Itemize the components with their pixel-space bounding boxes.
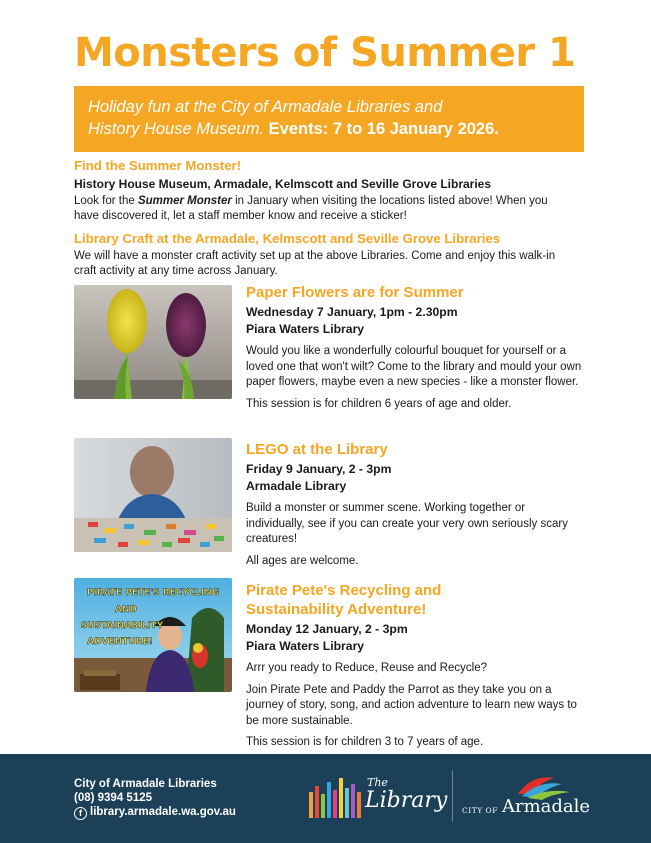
event-age-note: This session is for children 3 to 7 years of age. <box>246 736 484 748</box>
poster-title-line1: PIRATE PETE'S RECYCLING <box>86 588 220 598</box>
city-of-armadale-logo <box>462 770 591 824</box>
find-monster-description: Look for the Summer Monster in January when visiting the locations listed above! When you have discovered it, let a staff member know and receive a sticker! <box>74 195 548 222</box>
facebook-icon: f <box>74 807 87 820</box>
event-pirate-pete <box>246 581 586 751</box>
poster-title-line4: ADVENTURE! <box>87 637 153 647</box>
event-lego <box>246 440 586 569</box>
library-craft-description: We will have a monster craft activity set up at the above Libraries. Come and enjoy this walk-in craft activity at any time across January. <box>74 250 556 277</box>
intro-banner <box>74 86 584 152</box>
footer-phone[interactable]: (08) 9394 5125 <box>74 792 153 804</box>
event-paper-flowers <box>246 283 586 412</box>
find-monster-heading: Find the Summer Monster! <box>74 158 242 173</box>
event-age-note: This session is for children 6 years of age and older. <box>246 397 512 410</box>
armadale-wordmark: Armadale <box>502 796 591 817</box>
event-location: Piara Waters Library <box>246 639 365 653</box>
library-craft-heading: Library Craft at the Armadale, Kelmscott and Seville Grove Libraries <box>74 231 501 246</box>
event-description-2: Join Pirate Pete and Paddy the Parrot as they take you on a journey of story, song, and action adventure to learn new ways to be more sustainable. <box>246 683 577 727</box>
logo-the-word: The <box>367 776 388 789</box>
event-location: Armadale Library <box>246 479 347 493</box>
banner-intro-line2: History House Museum. <box>88 120 265 138</box>
city-of-prefix: CITY OF <box>462 806 498 815</box>
event-title: Paper Flowers are for Summer <box>246 284 464 301</box>
banner-intro-line1: Holiday fun at the City of Armadale Libraries and <box>88 98 443 116</box>
banner-event-dates: Events: 7 to 16 January 2026. <box>268 120 499 138</box>
event-description: Would you like a wonderfully colourful bouquet for yourself or a loved one that won't wilt? Come to the library and mould your own paper flowers, maybe even a new species - like a monster flower. <box>246 345 582 388</box>
lego-photo <box>74 438 232 552</box>
poster-title-line2: AND <box>115 605 137 615</box>
footer-website-link[interactable]: library.armadale.wa.gov.au <box>90 806 236 818</box>
footer-contact <box>74 777 236 820</box>
logo-library-word: Library <box>365 788 448 813</box>
page-title: Monsters of Summer 1 <box>74 30 576 76</box>
event-description: Arrr you ready to Reduce, Reuse and Recycle? <box>246 662 487 674</box>
footer-org: City of Armadale Libraries <box>74 778 217 790</box>
event-title: Pirate Pete's Recycling and Sustainability Adventure! <box>246 582 442 618</box>
summer-monster-emphasis: Summer Monster <box>137 195 232 207</box>
footer <box>0 754 651 843</box>
event-date: Monday 12 January, 2 - 3pm <box>246 622 408 636</box>
find-monster-locations: History House Museum, Armadale, Kelmscott and Seville Grove Libraries <box>74 177 492 191</box>
footer-divider <box>452 770 453 822</box>
event-description: Build a monster or summer scene. Working together or individually, see if you can create your very own seriously scary creatures! <box>246 502 568 545</box>
event-title: LEGO at the Library <box>246 441 388 458</box>
paper-flowers-photo <box>74 285 232 399</box>
event-location: Piara Waters Library <box>246 322 365 336</box>
poster-title-line3: SUSTAINABILITY <box>80 621 164 631</box>
pirate-pete-poster <box>74 578 232 692</box>
event-date: Wednesday 7 January, 1pm - 2.30pm <box>246 305 458 319</box>
event-date: Friday 9 January, 2 - 3pm <box>246 462 392 476</box>
event-age-note: All ages are welcome. <box>246 554 359 567</box>
the-library-logo <box>307 772 448 824</box>
